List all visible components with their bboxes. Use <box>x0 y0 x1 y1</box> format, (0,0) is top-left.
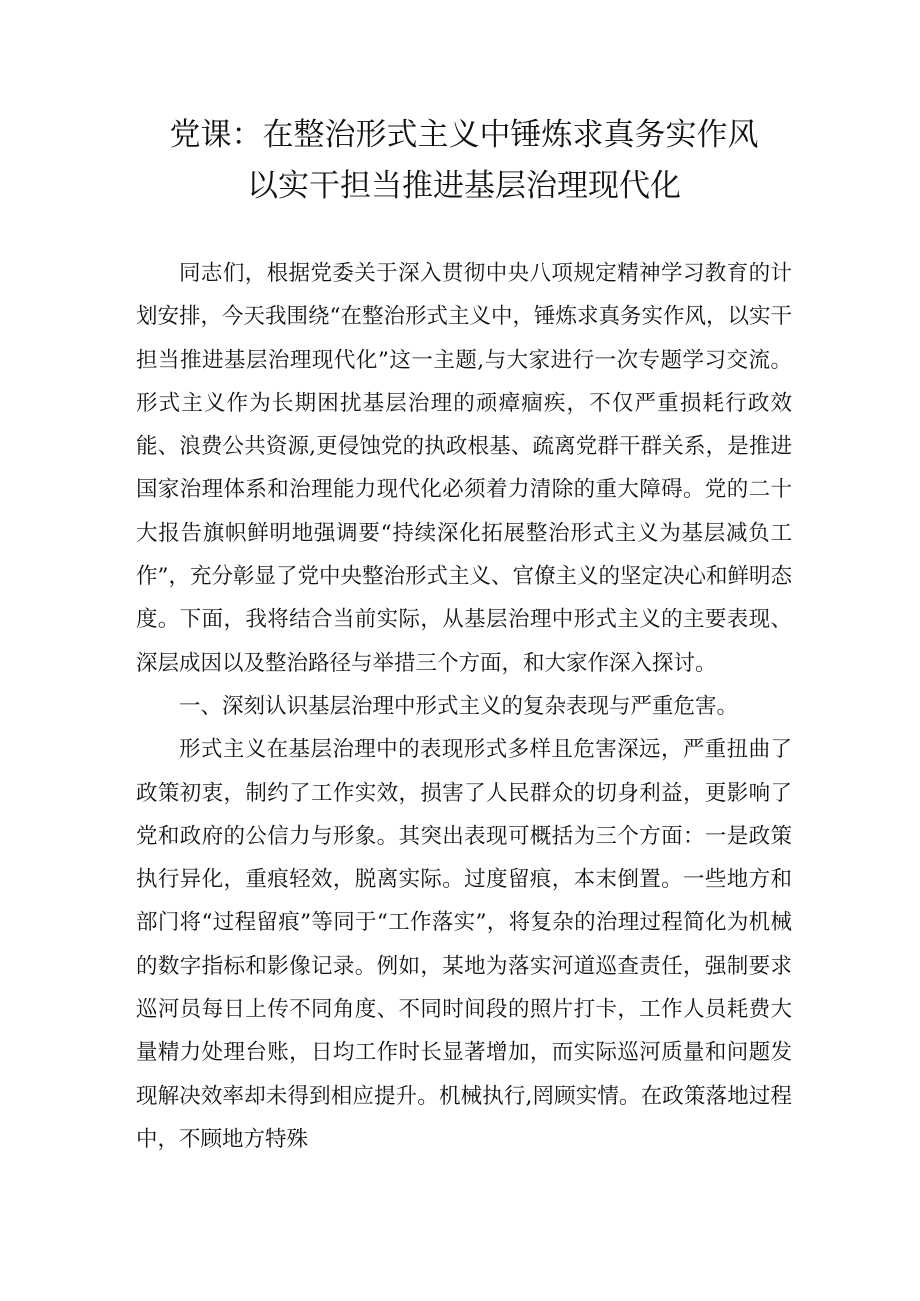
title-line-1: 党课：在整治形式主义中锤炼求真务实作风 <box>169 117 759 153</box>
document-body <box>136 252 792 1161</box>
document-title <box>136 110 792 212</box>
document-page <box>136 110 792 1161</box>
title-line-2: 以实干担当推进基层治理现代化 <box>247 168 681 204</box>
intro-paragraph: 同志们，根据党委关于深入贯彻中央八项规定精神学习教育的计划安排，今天我围绕“在整治形式主义中，锤炼求真务实作风，以实干担当推进基层治理现代化”这一主题,与大家进行一次专题学习交流。形式主义作为长期困扰基层治理的顽瘴痼疾，不仅严重损耗行政效能、浪费公共资源,更侵蚀党的执政根基、疏离党群干群关系，是推进国家治理体系和治理能力现代化必须着力清除的重大障碍。党的二十大报告旗帜鲜明地强调要“持续深化拓展整治形式主义为基层减负工作”，充分彰显了党中央整治形式主义、官僚主义的坚定决心和鲜明态度。下面，我将结合当前实际，从基层治理中形式主义的主要表现、深层成因以及整治路径与举措三个方面，和大家作深入探讨。 <box>136 261 792 676</box>
section-paragraph: 形式主义在基层治理中的表现形式多样且危害深远，严重扭曲了政策初衷，制约了工作实效，损害了人民群众的切身利益，更影响了党和政府的公信力与形象。其突出表现可概括为三个方面：一是政策执行异化，重痕轻效，脱离实际。过度留痕，本末倒置。一些地方和部门将“过程留痕”等同于“工作落实”，将复杂的治理过程简化为机械的数字指标和影像记录。例如，某地为落实河道巡查责任，强制要求巡河员每日上传不同角度、不同时间段的照片打卡，工作人员耗费大量精力处理台账，日均工作时长显著增加，而实际巡河质量和问题发现解决效率却未得到相应提升。机械执行,罔顾实情。在政策落地过程中，不顾地方特殊 <box>136 737 792 1152</box>
section-heading: 一、深刻认识基层治理中形式主义的复杂表现与严重危害。 <box>179 693 739 719</box>
